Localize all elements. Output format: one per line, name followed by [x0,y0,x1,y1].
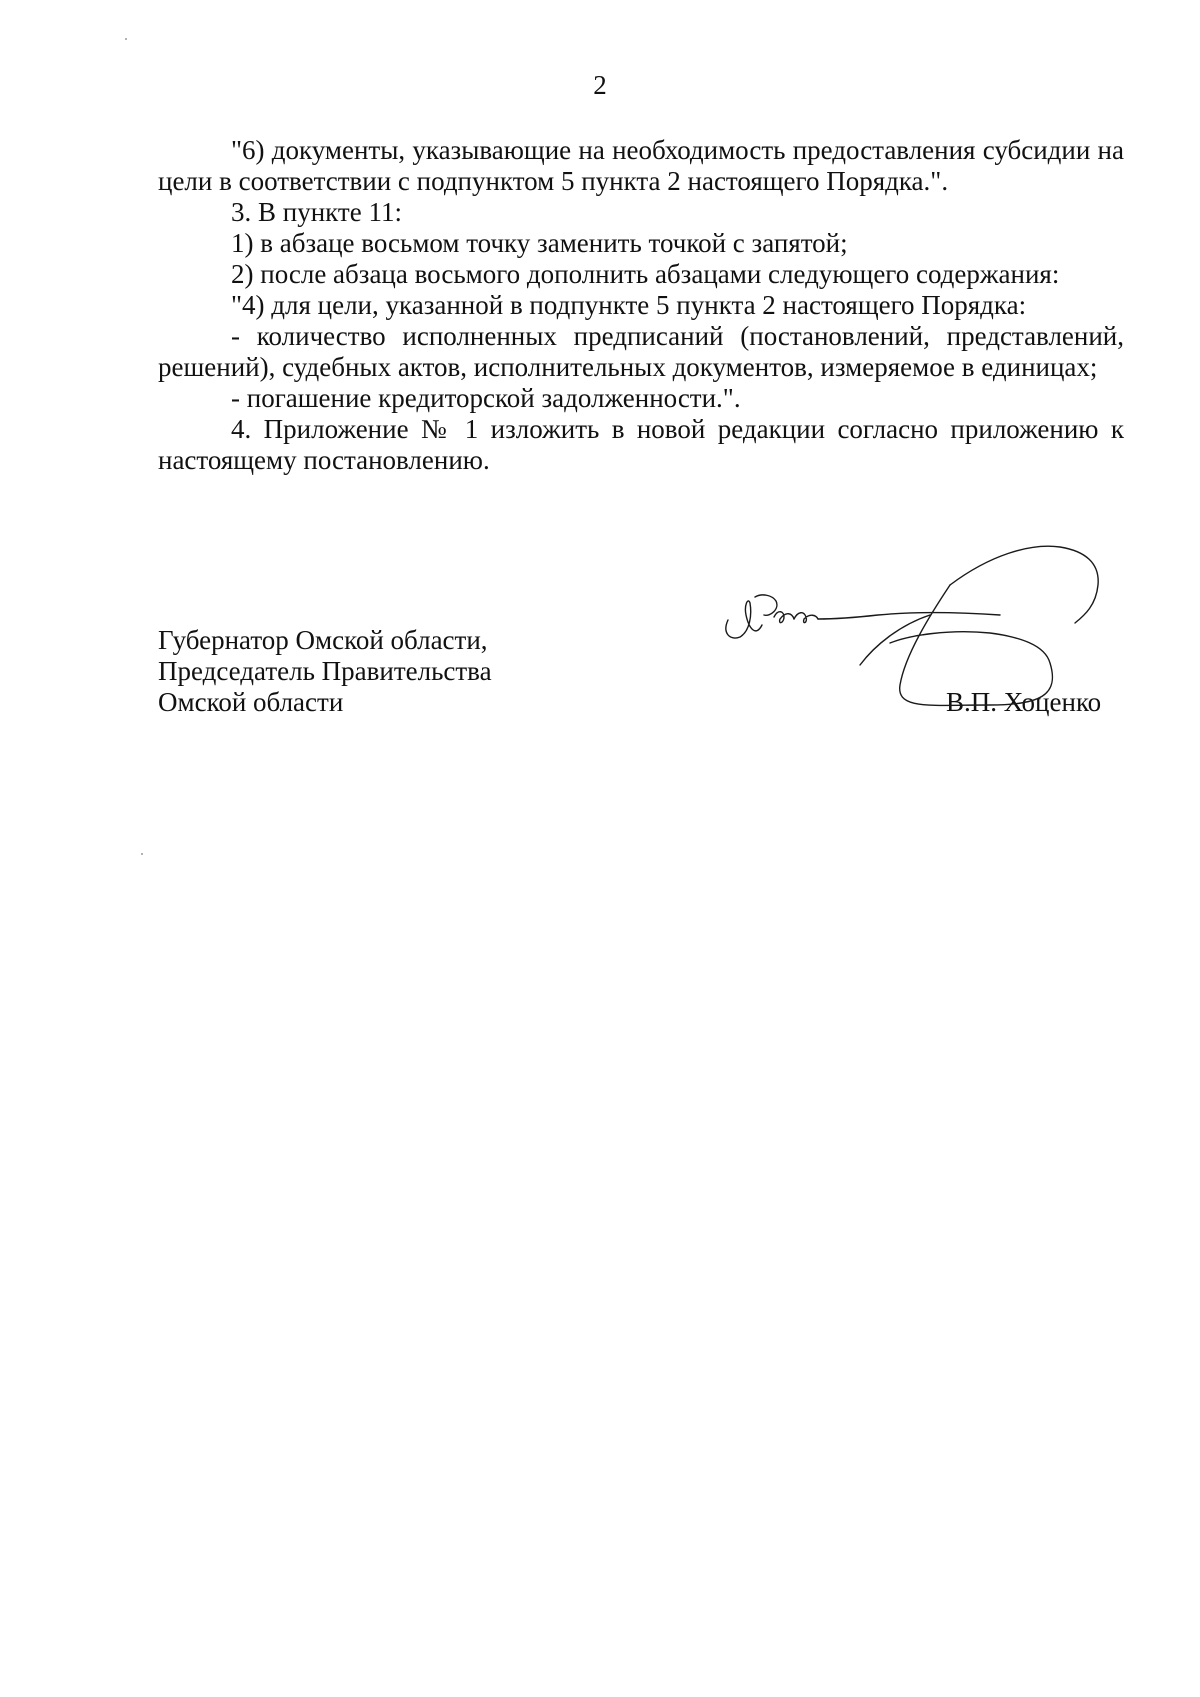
page-number: 2 [593,70,607,100]
paragraph: - количество исполненных предписаний (постановлений, представлений, решений), судебных актов, исполнительных документов, измеряемое в единицах; [158,321,1124,382]
paragraph: - погашение кредиторской задолженности.". [231,383,741,413]
signatory-title-line: Губернатор Омской области, [158,625,488,655]
paragraph: 2) после абзаца восьмого дополнить абзацами следующего содержания: [231,259,1060,289]
signatory-name: В.П. Хоценко [946,687,1102,717]
signatory-title-line: Председатель Правительства [158,656,492,686]
paragraph: "4) для цели, указанной в подпункте 5 пункта 2 настоящего Порядка: [231,290,1027,320]
signatory-title-line: Омской области [158,687,344,717]
paragraph: 1) в абзаце восьмом точку заменить точкой с запятой; [231,228,848,258]
signatory-title [158,625,492,718]
scan-artifact [141,853,143,855]
paragraph: 4. Приложение № 1 изложить в новой редакции согласно приложению к настоящему постановлению. [158,414,1124,475]
document-body [158,135,1124,476]
paragraph: 3. В пункте 11: [231,197,402,227]
paragraph: "6) документы, указывающие на необходимость предоставления субсидии на цели в соответствии с подпунктом 5 пункта 2 настоящего Порядка.". [158,135,1124,196]
scan-artifact [125,38,127,40]
handwritten-signature [700,545,1130,760]
